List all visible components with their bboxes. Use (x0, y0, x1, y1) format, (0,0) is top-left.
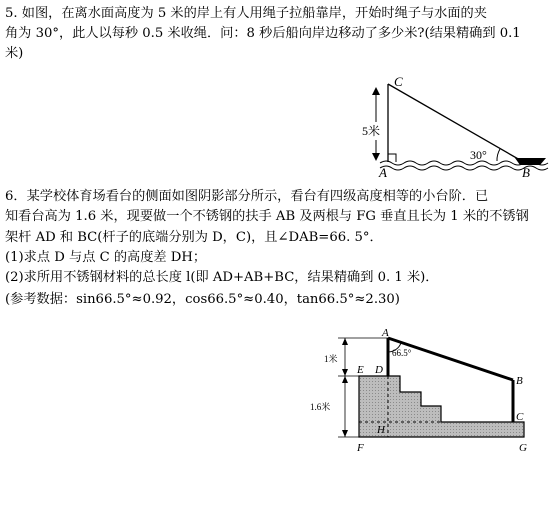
problem6-line2: 知看台高为 1.6 米，现要做一个不锈钢的扶手 AB 及两根与 FG 垂直且长为 1 米的不锈钢 (5, 209, 529, 224)
handrail-ab (388, 338, 513, 380)
problem5-line3: 米) (5, 46, 24, 61)
problem6-line4: (1)求点 D 与点 C 的高度差 DH； (5, 250, 207, 265)
dim-label-bottom: 1.6米 (310, 402, 331, 412)
label-b: B (522, 165, 530, 180)
problem6-line1: 6．某学校体育场看台的侧面如图阴影部分所示，看台有四级高度相等的小台阶．已 (5, 189, 489, 204)
label-f6: F (357, 442, 364, 454)
height-label: 5米 (362, 124, 381, 138)
label-a: A (379, 165, 387, 180)
label-g6: G (519, 442, 527, 454)
angle-label-a: 66.5° (392, 348, 412, 358)
dim-label-top: 1米 (324, 354, 338, 364)
label-b6: B (516, 375, 523, 387)
label-a6: A (382, 327, 389, 339)
problem6-line5: (2)求所用不锈钢材料的总长度 l(即 AD+AB+BC，结果精确到 0. 1 米)． (5, 270, 439, 285)
problem6-line6: (参考数据：sin66.5°≈0.92，cos66.5°≈0.40，tan66.5°≈2.30) (5, 292, 400, 307)
label-c6: C (516, 411, 524, 423)
label-c: C (394, 74, 403, 89)
problem5-line2: 角为 30°，此人以每秒 0.5 米收绳．问：8 秒后船向岸边移动了多少米?(结果精确到 0.1 (5, 26, 521, 41)
problem5-line1: 5. 如图，在离水面高度为 5 米的岸上有人用绳子拉船靠岸，开始时绳子与水面的夹 (5, 6, 487, 21)
problem6-line3: 架杆 AD 和 BC(杆子的底端分别为 D，C)，且∠DAB=66. 5°． (5, 230, 383, 245)
label-h6: H (377, 424, 385, 436)
label-d6: D (375, 364, 383, 376)
angle-label: 30° (470, 148, 487, 162)
label-e6: E (357, 364, 364, 376)
